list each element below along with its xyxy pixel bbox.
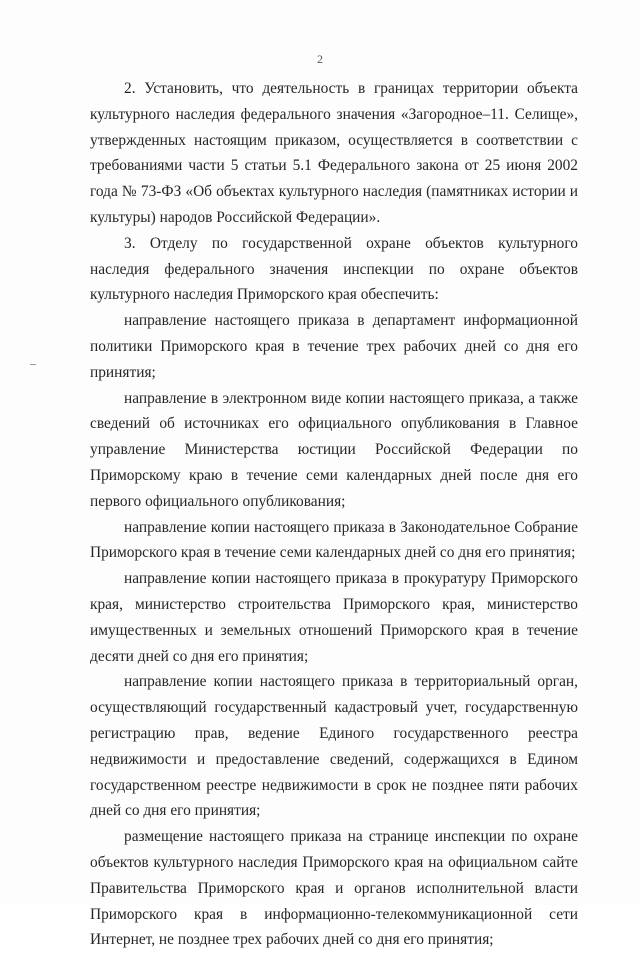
document-body xyxy=(90,76,578,953)
paragraph-ministry-of-justice: направление в электронном виде копии настоящего приказа, а также сведений об источниках его официального опубликования в Главное управление Министерства юстиции Российской Федерации по Приморскому краю в течение семи календарных дней после дня его первого официального опубликования; xyxy=(90,389,578,510)
paragraph-department-information-policy: направление настоящего приказа в департамент информационной политики Приморского края в течение трех рабочих дней со дня его принятия; xyxy=(90,312,578,381)
paragraph-cadastral-registration: направление копии настоящего приказа в территориальный орган, осуществляющий государственный кадастровый учет, государственную регистрацию прав, ведение Единого государственного реестра недвижимости и предоставление сведений, содержащихся в Едином государственном реестре недвижимости в срок не позднее пяти рабочих дней со дня его принятия; xyxy=(90,673,578,820)
paragraph-item-2: 2. Установить, что деятельность в границах территории объекта культурного наследия федерального значения «Загородное–11. Селище», утвержденных настоящим приказом, осуществляется в соответствии с требованиями части 5 статьи 5.1 Федерального закона от 25 июня 2002 года № 73-ФЗ «Об объектах культурного наследия (памятниках истории и культуры) народов Российской Федерации». xyxy=(90,80,578,226)
paragraph-legislative-assembly: направление копии настоящего приказа в Законодательное Собрание Приморского края в течение семи календарных дней со дня его принятия; xyxy=(90,518,578,562)
paragraph-item-3: 3. Отделу по государственной охране объектов культурного наследия федерального значения инспекции по охране объектов культурного наследия Приморского края обеспечить: xyxy=(90,234,578,304)
paragraph-website-publication: размещение настоящего приказа на странице инспекции по охране объектов культурного наследия Приморского края на официальном сайте Правительства Приморского края и органов исполнительной власти Приморского края в информационно-телекоммуникационной сети Интернет, не позднее трех рабочих дней со дня его принятия; xyxy=(90,828,578,949)
paragraph-prosecutor-office: направление копии настоящего приказа в прокуратуру Приморского края, министерство строительства Приморского края, министерство имущественных и земельных отношений Приморского края в течение десяти дней со дня его принятия; xyxy=(90,570,578,665)
margin-mark xyxy=(30,364,36,365)
page-number: 2 xyxy=(317,52,323,66)
